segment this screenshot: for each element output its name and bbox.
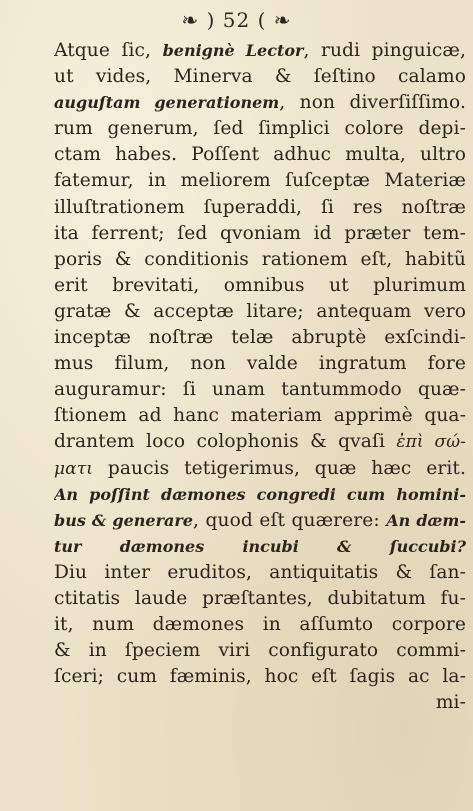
line-text: erit brevitati, omnibus ut plurimum xyxy=(54,274,466,296)
text-line xyxy=(54,325,466,351)
text-line xyxy=(54,221,466,247)
line-text: , non diverſiſſimo. xyxy=(279,92,466,114)
line-text: Diu inter eruditos, antiquitatis & ſan- xyxy=(54,561,466,583)
italic-text: An poſſint dæmones congredi cum homini- xyxy=(54,484,466,504)
line-text: , rudi pinguicæ, xyxy=(303,40,466,61)
text-line xyxy=(54,90,466,116)
italic-text: benignè Lector xyxy=(162,41,304,60)
line-text: gratæ & acceptæ litare; antequam vero xyxy=(54,300,466,322)
text-line xyxy=(54,273,466,299)
line-text: ſtionem ad hanc materiam apprimè qua- xyxy=(54,405,466,427)
line-text: inceptæ noſtræ telæ abruptè exſcindi- xyxy=(54,327,466,349)
text-line xyxy=(54,482,466,508)
line-text: ctam habes. Poſſent adhuc multa, ultro xyxy=(54,144,466,166)
line-text: poris & conditionis rationem eſt, habitũ xyxy=(54,248,466,270)
line-text: fatemur, in meliorem ſuſceptæ Materiæ xyxy=(54,170,466,192)
text-line xyxy=(54,116,466,142)
line-text: it, num dæmones in aſſumto corpore xyxy=(54,614,466,636)
line-text: ut vides, Minerva & ſeſtino calamo xyxy=(54,66,466,88)
text-line xyxy=(54,560,466,586)
body-text xyxy=(54,38,466,716)
text-line xyxy=(54,377,466,403)
text-line xyxy=(54,456,466,482)
line-text: rum generum, ſed ſimplici colore depi- xyxy=(54,118,466,140)
page-header: ❧ ) 52 ( ❧ xyxy=(181,8,292,32)
text-line xyxy=(54,638,466,664)
italic-text: auguſtam generationem xyxy=(54,93,280,113)
italic-text: bus & generare xyxy=(54,510,193,530)
italic-text: An dæm- xyxy=(386,510,466,530)
text-line xyxy=(54,612,466,638)
italic-text: tur dæmones incubi & ſuccubi? xyxy=(54,536,466,556)
greek-text: ἐπὶ σώ- xyxy=(396,432,466,453)
text-line xyxy=(54,534,466,560)
text-line xyxy=(54,351,466,377)
greek-text: ματι xyxy=(54,458,93,479)
catchword: mi- xyxy=(435,692,466,714)
line-text: ſceri; cum fæminis, hoc eſt ſagis ac la- xyxy=(54,666,466,688)
text-line xyxy=(54,168,466,194)
text-line xyxy=(54,299,466,325)
text-line xyxy=(54,38,466,64)
text-line xyxy=(54,664,466,690)
line-text: auguramur: ſi unam tantummodo quæ- xyxy=(54,379,466,401)
text-line xyxy=(54,508,466,534)
line-text: paucis tetigerimus, quæ hæc erit. xyxy=(93,457,466,479)
line-text: drantem loco colophonis & qvaſi xyxy=(54,431,397,453)
line-text: & in ſpeciem viri configurato commi- xyxy=(54,640,466,662)
line-text: , quod eſt quærere: xyxy=(192,509,387,531)
line-text: ita ferrent; ſed qvoniam id præter tem- xyxy=(54,222,466,244)
line-text: illuſtrationem ſuperaddi, ſi res noſtræ xyxy=(54,196,466,218)
text-line xyxy=(54,142,466,168)
line-text: mus filum, non valde ingratum fore xyxy=(54,353,466,375)
text-line xyxy=(54,586,466,612)
text-line xyxy=(54,247,466,273)
text-line xyxy=(54,429,466,455)
line-text: ctitatis laude præſtantes, dubitatum fu- xyxy=(54,587,466,609)
text-line xyxy=(54,64,466,90)
line-text: Atque ſic, xyxy=(54,40,163,61)
text-line xyxy=(54,403,466,429)
text-line xyxy=(54,195,466,221)
